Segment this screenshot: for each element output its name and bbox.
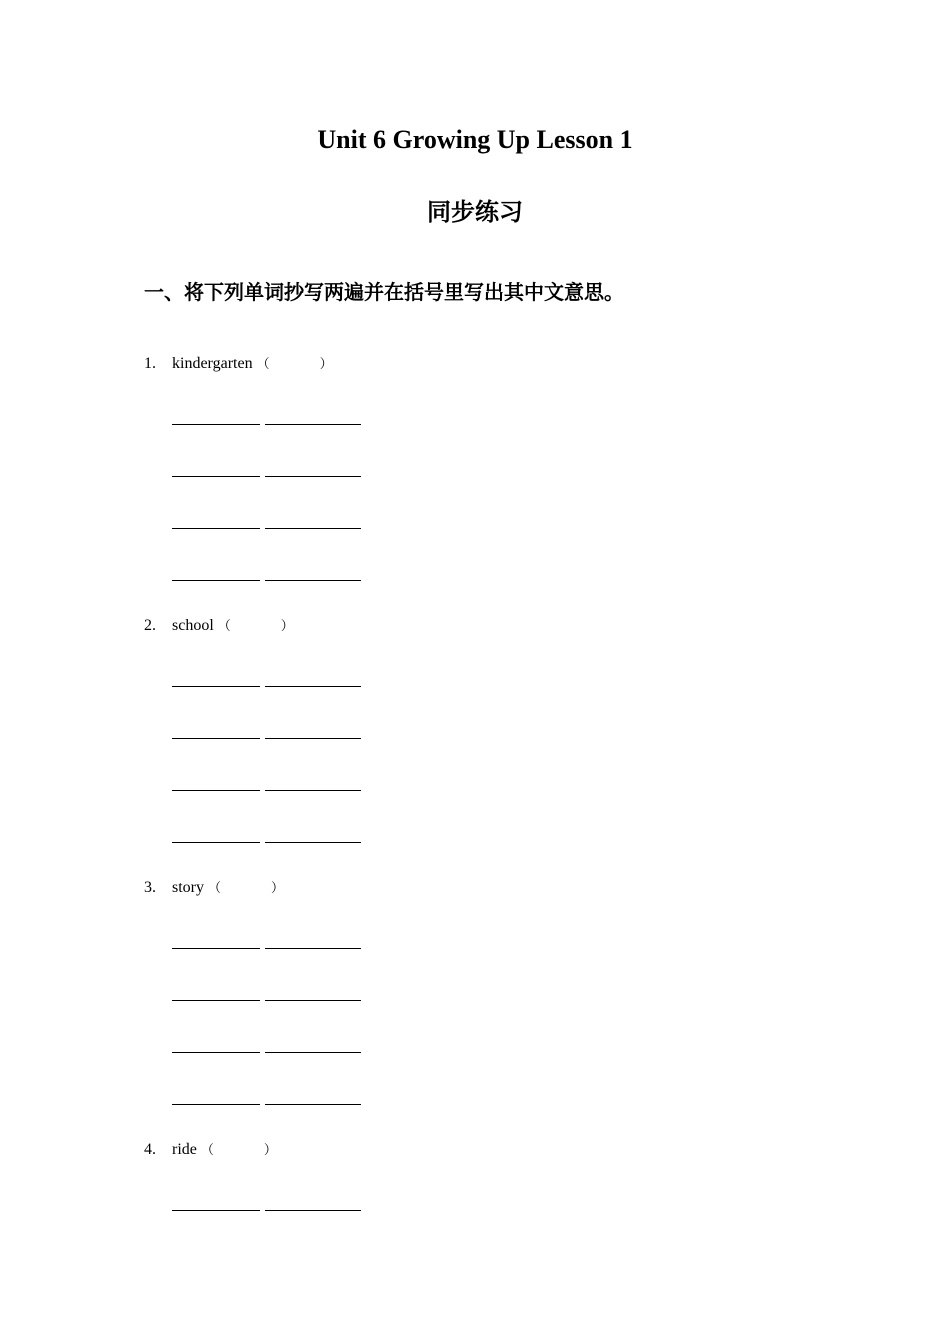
copy-blank[interactable] [265, 686, 361, 687]
copy-blank[interactable] [265, 1104, 361, 1105]
copy-blank-row [172, 738, 362, 740]
item-word-line [172, 1138, 277, 1163]
item-word-line [172, 614, 294, 639]
copy-blank-row [172, 790, 362, 792]
copy-blank[interactable] [172, 790, 260, 791]
item-word: school [172, 617, 214, 634]
copy-blank[interactable] [172, 842, 260, 843]
copy-blank-row [172, 948, 362, 950]
paren-close: ） [319, 357, 333, 372]
copy-blank-row [172, 1052, 362, 1054]
copy-blank-row [172, 476, 362, 478]
copy-blank[interactable] [172, 424, 260, 425]
copy-blank-row [172, 1210, 362, 1212]
copy-blank[interactable] [265, 424, 361, 425]
copy-blank[interactable] [172, 738, 260, 739]
exercise-item [144, 614, 744, 644]
copy-blank[interactable] [265, 790, 361, 791]
copy-blank[interactable] [172, 580, 260, 581]
copy-blank[interactable] [265, 476, 361, 477]
copy-blank[interactable] [265, 738, 361, 739]
paren-open: （ [217, 619, 231, 634]
exercise-item [144, 876, 744, 906]
copy-blank-row [172, 580, 362, 582]
item-word: kindergarten [172, 355, 253, 372]
copy-blank-row [172, 1104, 362, 1106]
item-number: 3. [144, 879, 156, 896]
copy-blank[interactable] [172, 1104, 260, 1105]
copy-blank-row [172, 686, 362, 688]
exercise-item [144, 352, 744, 382]
exercise-item [144, 1138, 744, 1168]
section-heading: 一、将下列单词抄写两遍并在括号里写出其中文意思。 [144, 280, 624, 304]
copy-blank[interactable] [172, 1000, 260, 1001]
item-word-line [172, 352, 333, 377]
copy-blank[interactable] [265, 1052, 361, 1053]
paren-close: ） [280, 619, 294, 634]
copy-blank[interactable] [172, 528, 260, 529]
copy-blank[interactable] [265, 528, 361, 529]
copy-blank-row [172, 842, 362, 844]
page-title: Unit 6 Growing Up Lesson 1 [317, 125, 633, 154]
paren-close: ） [271, 881, 285, 896]
copy-blank[interactable] [172, 1052, 260, 1053]
item-number: 4. [144, 1141, 156, 1158]
copy-blank-row [172, 528, 362, 530]
item-number: 1. [144, 355, 156, 372]
copy-blank-row [172, 424, 362, 426]
item-word: ride [172, 1141, 197, 1158]
paren-open: （ [208, 881, 222, 896]
copy-blank[interactable] [265, 580, 361, 581]
copy-blank[interactable] [172, 686, 260, 687]
item-word-line [172, 876, 284, 901]
paren-open: （ [200, 1143, 214, 1158]
copy-blank[interactable] [265, 1210, 361, 1211]
copy-blank[interactable] [265, 842, 361, 843]
copy-blank[interactable] [172, 476, 260, 477]
copy-blank[interactable] [172, 1210, 260, 1211]
page-subtitle: 同步练习 [427, 198, 523, 226]
copy-blank[interactable] [265, 948, 361, 949]
copy-blank[interactable] [265, 1000, 361, 1001]
paren-close: ） [263, 1143, 277, 1158]
paren-open: （ [256, 357, 270, 372]
copy-blank[interactable] [172, 948, 260, 949]
copy-blank-row [172, 1000, 362, 1002]
item-number: 2. [144, 617, 156, 634]
item-word: story [172, 879, 204, 896]
